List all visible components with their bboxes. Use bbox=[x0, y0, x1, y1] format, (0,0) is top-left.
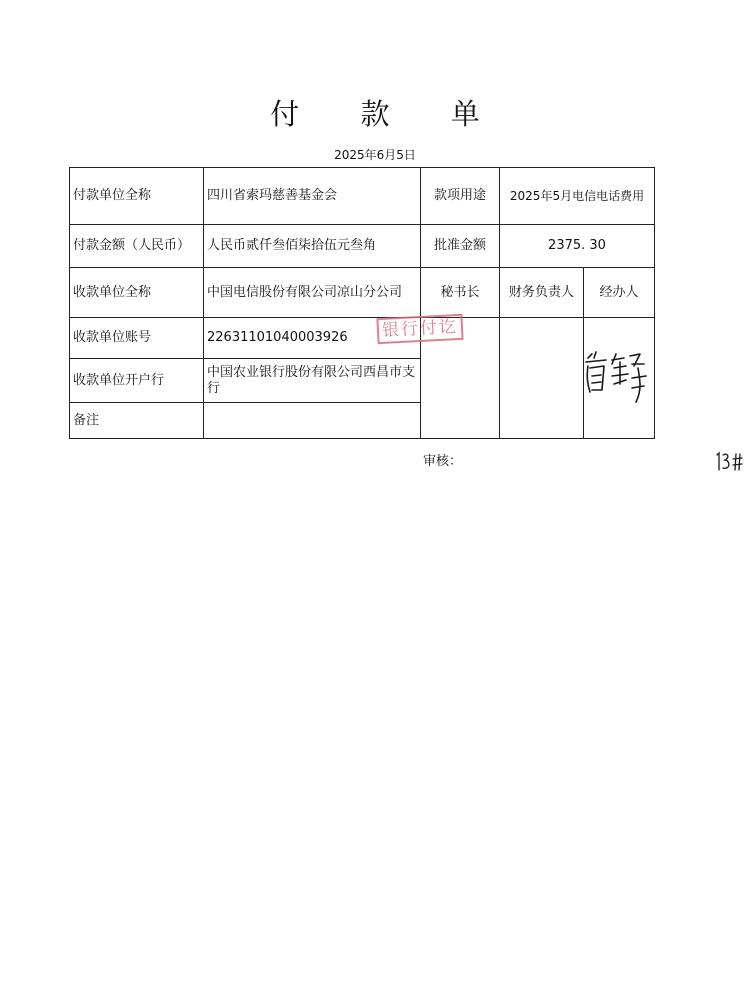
table-row bbox=[70, 268, 655, 318]
bank-label: 收款单位开户行 bbox=[70, 359, 204, 403]
approved-value: 2375. 30 bbox=[500, 225, 655, 268]
payee-label: 收款单位全称 bbox=[70, 268, 204, 318]
account-label: 收款单位账号 bbox=[70, 318, 204, 359]
finance-sign-cell bbox=[500, 318, 584, 439]
table-row bbox=[70, 318, 655, 359]
margin-note-handwriting bbox=[714, 451, 744, 473]
purpose-value: 2025年5月电信电话费用 bbox=[500, 168, 655, 225]
purpose-label: 款项用途 bbox=[421, 168, 500, 225]
remarks-label: 备注 bbox=[70, 403, 204, 439]
finance-label: 财务负责人 bbox=[500, 268, 584, 318]
payer-value: 四川省索玛慈善基金会 bbox=[204, 168, 421, 225]
table-row bbox=[70, 225, 655, 268]
amount-label: 付款金额（人民币） bbox=[70, 225, 204, 268]
payer-label: 付款单位全称 bbox=[70, 168, 204, 225]
handler-label: 经办人 bbox=[584, 268, 655, 318]
document-date: 2025年6月5日 bbox=[334, 148, 416, 162]
document-title: 付 款 单 bbox=[270, 97, 506, 131]
secretary-label: 秘书长 bbox=[421, 268, 500, 318]
payee-value: 中国电信股份有限公司凉山分公司 bbox=[204, 268, 421, 318]
handler-signature bbox=[582, 344, 652, 410]
remarks-value bbox=[204, 403, 421, 439]
table-row bbox=[70, 168, 655, 225]
approved-label: 批准金额 bbox=[421, 225, 500, 268]
bank-value: 中国农业银行股份有限公司西昌市支行 bbox=[204, 359, 421, 403]
amount-value: 人民币贰仟叁佰柒拾伍元叁角 bbox=[204, 225, 421, 268]
audit-label: 审核： bbox=[423, 454, 463, 469]
payment-voucher-table bbox=[69, 167, 655, 439]
bank-paid-stamp: 银行付讫 bbox=[376, 314, 463, 344]
account-value: 22631101040003926 bbox=[204, 318, 421, 359]
